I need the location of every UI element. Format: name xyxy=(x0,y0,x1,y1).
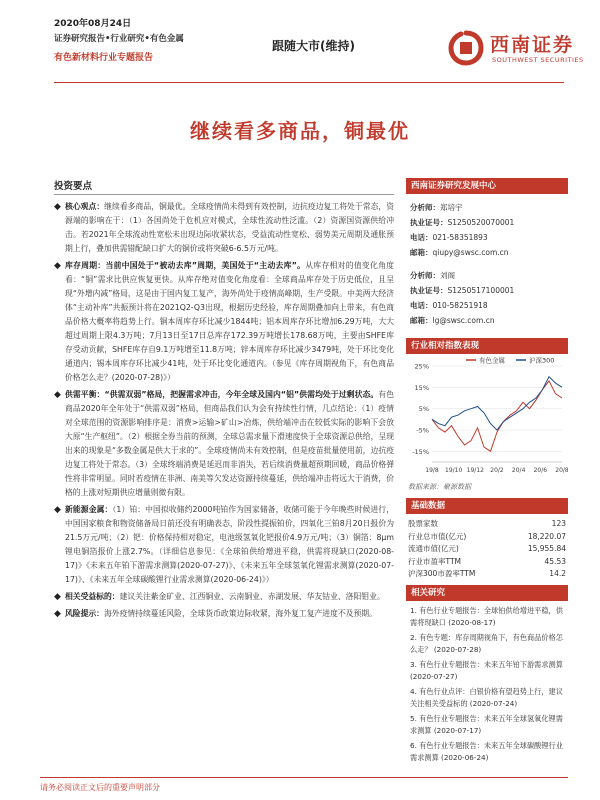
x-tick-label: 19/8 xyxy=(425,467,439,474)
report-title: 继续看多商品，铜最优 xyxy=(190,119,410,143)
basic-data-value: 15,955.84 xyxy=(527,544,566,553)
analyst-name: 郑培宇 xyxy=(440,203,463,212)
analyst-email-row: 邮箱：lg@swsc.com.cn xyxy=(410,316,495,325)
point-lead: 供需平衡：“供需双弱”格局，把握需求冲击，今年全球及国内“铝”供需均处于过剩状态。 xyxy=(65,390,379,399)
point-lead: 核心观点： xyxy=(65,202,105,211)
x-tick-label: 20/8 xyxy=(555,467,568,474)
basic-data-label: 股票家数 xyxy=(408,519,438,528)
basic-data-row xyxy=(408,518,566,531)
footer-divider xyxy=(40,777,568,778)
bullet-icon: ◆ xyxy=(54,609,61,619)
y-tick-label: 5% xyxy=(418,405,429,414)
legend-label: 有色金属 xyxy=(479,356,505,365)
point-lead: 风险提示： xyxy=(65,609,104,618)
y-tick-label: -15% xyxy=(412,447,429,456)
analyst-name-row: 分析师：郑培宇 xyxy=(410,203,463,212)
point-text: 从库存相对的值变化角度看：“铜”需求比供应恢复更快。从库存绝对值变化角度看：全球商品库存处于历史低位，且呈现“外增内减”格局，这是由于国内复工复产，海外尚处于疫情高峰期，生产受限。中美两大经济体“主动补库”共振预计将在2021Q2-Q3出现，根据历史经验，库存周期叠加向上带来，有色商品价格大概率将趋势上行。铜本周库存环比减少1844吨；铝本周库存环比增加6.29万吨，大大超过周期上限4.3万吨；7月13日至17日总库存172.39万吨增长178.68万吨，主要由SHFE库存受动贡献，SHFE库存自9.1万吨增至11.8万吨；锌本周库存环比减少3479吨，处于环比变化通道内；锡本周库存环比减少41吨，处于环比变化通道内。（参见《库存周期视角下，有色商品价格怎么走？(2020-07-28)》） xyxy=(65,261,394,382)
industry-rating: 跟随大市(维持) xyxy=(272,39,355,53)
summary-points xyxy=(54,200,394,621)
header-divider xyxy=(54,82,564,83)
summary-point xyxy=(54,200,394,256)
point-text: 建议关注紫金矿业、江西铜业、云南铜业、赤湖发展、华友钴业、洛阳钼业。 xyxy=(119,592,385,601)
basic-data-row xyxy=(408,531,566,544)
analyst-cert-row: 执业证号：S1250520070001 xyxy=(410,218,515,227)
chart-area xyxy=(406,354,568,479)
x-tick-label: 20/2 xyxy=(490,467,504,474)
x-tick-label: 19/12 xyxy=(466,467,484,474)
y-tick-label: 15% xyxy=(414,383,429,392)
analyst-phone-row: 电话：010-58251918 xyxy=(410,301,488,310)
related-research-item[interactable]: 2. 有色专题：库存周期视角下，有色商品价格怎么走？ (2020-07-28) xyxy=(410,632,563,654)
analyst-email[interactable]: lg@swsc.com.cn xyxy=(432,316,495,325)
analyst-box-heading: 西南证券研究发展中心 xyxy=(406,178,568,194)
relative-index-chart xyxy=(406,354,568,479)
analyst-phone: 021-58351893 xyxy=(432,233,488,242)
basic-data-label: 行业市盈率TTM xyxy=(408,556,462,566)
related-research-heading: 相关研究 xyxy=(406,585,568,601)
relative-index-chart-box xyxy=(406,338,568,498)
basic-data-label: 行业总市值(亿元) xyxy=(408,531,467,541)
summary-point xyxy=(54,259,394,385)
summary-point xyxy=(54,607,394,621)
x-tick-label: 19/10 xyxy=(445,467,463,474)
bullet-icon: ◆ xyxy=(54,505,61,515)
analyst-email[interactable]: qiupy@swsc.com.cn xyxy=(432,248,509,257)
basic-data-label: 流通市值(亿元) xyxy=(408,544,459,553)
report-category: 证券研究报告•行业研究•有色金属 xyxy=(54,34,184,44)
point-text: 有色商品2020年全年处于“供需双弱”格局，但商品我们认为会有持续性行情，几点结论：（1）疫情对全球范围的资源影响排序是：消费>运输>矿山>冶炼，供给端冲击在较低实际的影响下会放大原“生产枢纽”。（2）根据全券当前的预测，全球总需求量下滑速度快于全球资源总供给，呈现出来的现象是“多数金属是供大于求的”。全球疫情尚未有效控制，但是疫苗批量使用前，边抗疫边复工将处于常态。（3）全球终端消费是延迟而非消失，若后续消费量超预期回暖，商品价格弹性将非常明显。同时若疫情在非洲、南美等欠发达资源持续蔓延，供给端冲击将远大于消费，价格的上涨对短期供应增量则微有限。 xyxy=(65,390,394,497)
basic-data-value: 14.2 xyxy=(549,569,566,578)
bullet-icon: ◆ xyxy=(54,390,61,400)
x-tick-label: 20/4 xyxy=(511,467,526,474)
point-text: 海外疫情持续蔓延风险，全球货币政策边际收紧，海外复工复产进度不及预期。 xyxy=(103,609,377,618)
basic-data-value: 45.53 xyxy=(544,556,566,566)
summary-point xyxy=(54,388,394,500)
related-research-item[interactable]: 4. 有色行业点评：白银价格有望趋势上行，建议关注相关受益标的 (2020-07-24) xyxy=(410,686,563,708)
basic-data-label: 沪深300市盈率TTM xyxy=(408,569,476,578)
basic-data-row xyxy=(408,543,566,556)
summary-point xyxy=(54,503,394,587)
sidebar xyxy=(406,178,568,771)
point-lead: 相关受益标的： xyxy=(65,592,120,601)
bullet-icon: ◆ xyxy=(54,202,61,212)
basic-data-heading: 基础数据 xyxy=(406,498,568,514)
point-text: （1）铂：中国拟收储约2000吨铂作为国家储备，收储可能于今年晚些时候进行，中国国家粮食和物资储备局日前还没有明确表态，阶段性提振铂价，四氧化三铂8月20日报价为21.5万元/吨；（2）钯：价格保持相对稳定，电池级氢氧化钯报价4.9万元/吨；（3）铜箔：8μm锂电铜箔报价上涨2.7%。（详细信息参见：《全球铂供给增进平稳，供需将现缺口(2020-08-17)》《未来五年铂下游需求测算(2020-07-27)》、《未来五年全球氢氧化锂需求测算(2020-07-17)》、《未来五年全球碳酸锂行业需求测算(2020-06-24)》） xyxy=(65,505,395,584)
related-research-item[interactable]: 3. 有色行业专题报告：未来五年铂下游需求测算 (2020-07-27) xyxy=(410,659,563,681)
chart-source: 数据来源：聚源数据 xyxy=(408,483,471,491)
analyst-email-row: 邮箱：qiupy@swsc.com.cn xyxy=(410,248,509,257)
investment-summary xyxy=(54,178,394,624)
analyst-name-row: 分析师：刘阁 xyxy=(410,271,455,280)
y-tick-label: 25% xyxy=(414,362,429,371)
report-date: 2020年08月24日 xyxy=(54,19,132,29)
logo-name-cn: 西南证券 xyxy=(490,34,575,56)
basic-data-value: 18,220.07 xyxy=(527,531,566,541)
basic-data-table xyxy=(406,514,568,585)
footer-disclaimer: 请务必阅读正文后的重要声明部分 xyxy=(40,783,160,792)
analyst-cert: S1250517100001 xyxy=(447,286,515,295)
basic-data-row xyxy=(408,556,566,569)
series-line-1 xyxy=(432,377,562,430)
basic-data-value: 123 xyxy=(551,519,566,528)
related-research-list xyxy=(406,601,568,771)
analyst-cert: S1250520070001 xyxy=(447,218,515,227)
y-tick-label: -5% xyxy=(416,426,429,435)
point-lead: 库存周期：当前中国处于“被动去库”周期，美国处于“主动去库”。 xyxy=(65,261,306,270)
logo-mark-icon xyxy=(448,30,484,66)
legend-label: 沪深300 xyxy=(529,356,555,365)
bullet-icon: ◆ xyxy=(54,261,61,271)
related-research-item[interactable]: 6. 有色行业专题报告：未来五年全球碳酸锂行业需求测算 (2020-06-24) xyxy=(410,740,563,762)
summary-point xyxy=(54,590,394,604)
point-text: 继续看多商品，铜最优。全球疫情尚未得到有效控制，边抗疫边复工将处于常态，资源端的影响在于：（1）各国尚处于危机应对模式，全球性流动性泛滥。（2）资源国资源供给冲击。若2021年全球流动性宽松未出现边际收紧状态，受益流动性宽松、弱势美元周期及通胀预期上行，叠加供需错配缺口扩大的铜价或将突破6-6.5万元/吨。 xyxy=(65,202,394,253)
company-logo xyxy=(448,28,594,72)
analyst-phone-row: 电话：021-58351893 xyxy=(410,233,488,242)
basic-data-row xyxy=(408,568,566,581)
related-research-item[interactable]: 5. 有色行业专题报告：未来五年全球氢氧化锂需求测算 (2020-07-17) xyxy=(410,713,563,735)
report-series: 有色新材料行业专题报告 xyxy=(54,53,154,63)
analyst-info xyxy=(406,194,568,332)
report-header xyxy=(40,16,584,86)
analyst-cert-row: 执业证号：S1250517100001 xyxy=(410,286,515,295)
series-line-0 xyxy=(432,381,562,451)
analyst-name: 刘阁 xyxy=(440,271,455,280)
point-lead: 新能源金属： xyxy=(65,505,113,514)
logo-name-en: SOUTHWEST SECURITIES xyxy=(492,56,584,64)
x-tick-label: 20/6 xyxy=(533,467,548,474)
bullet-icon: ◆ xyxy=(54,592,61,602)
related-research-item[interactable]: 1. 有色行业专题报告：全球铂供给增进平稳，供需将现缺口 (2020-08-17) xyxy=(410,605,563,627)
summary-heading: 投资要点 xyxy=(54,178,394,195)
chart-heading: 行业相对指数表现 xyxy=(406,338,568,354)
analyst-phone: 010-58251918 xyxy=(432,301,488,310)
